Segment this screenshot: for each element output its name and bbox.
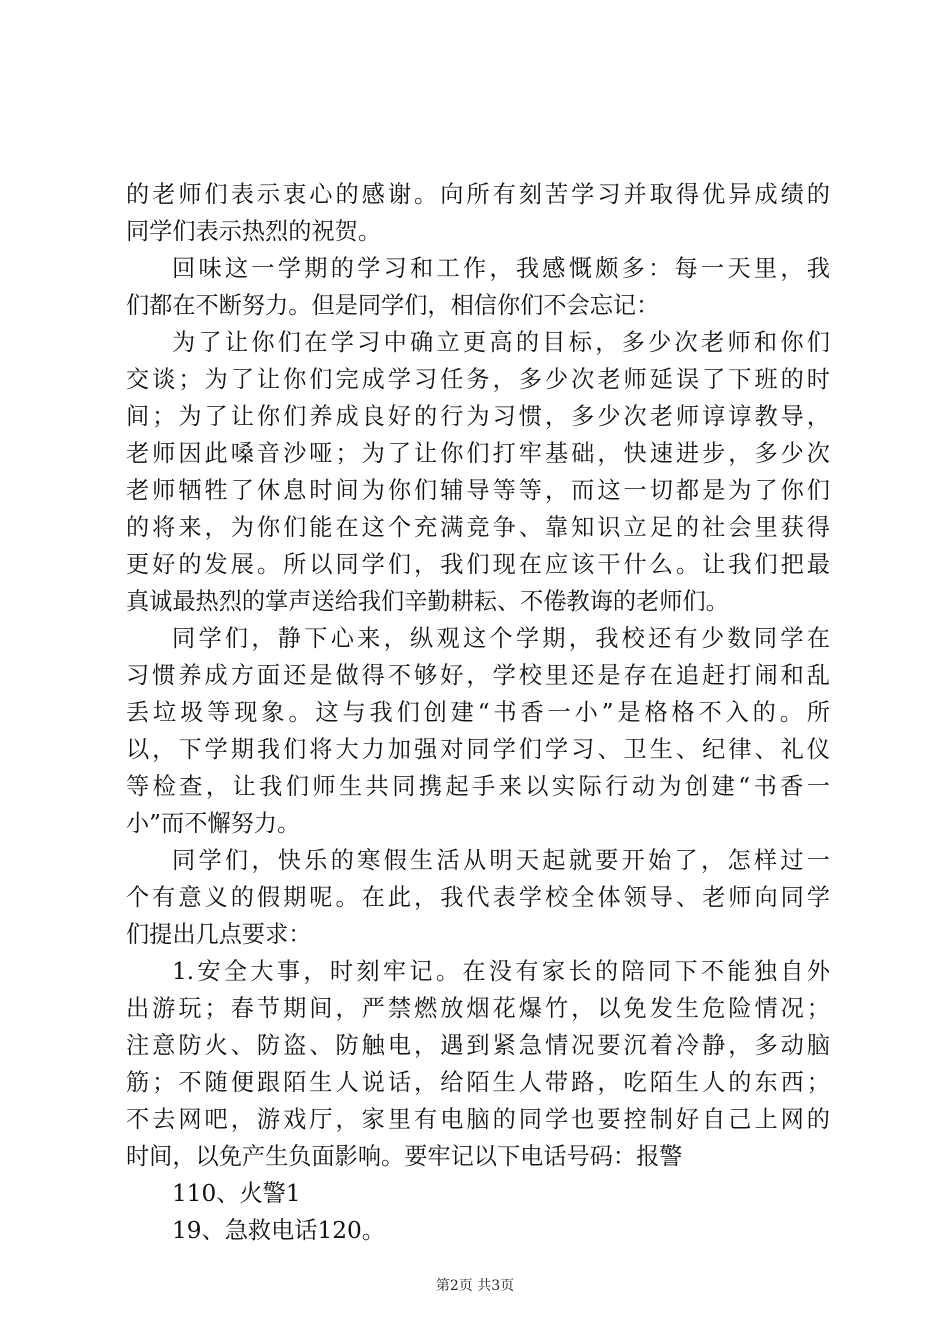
paragraph-line: 间；为了让你们养成良好的行为习惯，多少次老师谆谆教导， bbox=[126, 403, 830, 430]
paragraph-line: 丢垃圾等现象。这与我们创建“书香一小”是格格不入的。所 bbox=[126, 699, 830, 726]
list-item-line: 1.安全大事，时刻牢记。在没有家长的陪同下不能独自外 bbox=[172, 958, 830, 985]
paragraph-line: 同学们表示热烈的祝贺。 bbox=[126, 218, 382, 245]
paragraph-line: 更好的发展。所以同学们，我们现在应该干什么。让我们把最 bbox=[126, 551, 830, 578]
list-item-line: 时间，以免产生负面影响。要牢记以下电话号码：报警 bbox=[126, 1143, 683, 1170]
phone-line: 110、火警1 bbox=[172, 1180, 301, 1207]
list-item-line: 筋；不随便跟陌生人说话，给陌生人带路，吃陌生人的东西； bbox=[126, 1069, 830, 1096]
paragraph-line: 真诚最热烈的掌声送给我们辛勤耕耘、不倦教诲的老师们。 bbox=[126, 588, 729, 615]
paragraph-line: 为了让你们在学习中确立更高的目标，多少次老师和你们 bbox=[172, 329, 830, 356]
paragraph-line: 同学们，静下心来，纵观这个学期，我校还有少数同学在 bbox=[172, 625, 830, 652]
list-item-line: 注意防火、防盗、防触电，遇到紧急情况要沉着冷静，多动脑 bbox=[126, 1032, 830, 1059]
paragraph-line: 们都在不断努力。但是同学们，相信你们不会忘记： bbox=[126, 292, 660, 319]
paragraph-line: 们提出几点要求： bbox=[126, 921, 312, 948]
paragraph-line: 回味这一学期的学习和工作，我感慨颇多：每一天里，我 bbox=[172, 255, 830, 282]
paragraph-line: 交谈；为了让你们完成学习任务，多少次老师延误了下班的时 bbox=[126, 366, 830, 393]
paragraph-line: 个有意义的假期呢。在此，我代表学校全体领导、老师向同学 bbox=[126, 884, 830, 911]
list-item-line: 不去网吧，游戏厅，家里有电脑的同学也要控制好自己上网的 bbox=[126, 1106, 830, 1133]
paragraph-line: 老师牺牲了休息时间为你们辅导等等，而这一切都是为了你们 bbox=[126, 477, 830, 504]
paragraph-line: 以，下学期我们将大力加强对同学们学习、卫生、纪律、礼仪 bbox=[126, 736, 830, 763]
list-item-line: 出游玩；春节期间，严禁燃放烟花爆竹，以免发生危险情况； bbox=[126, 995, 830, 1022]
page-footer: 第2页 共3页 bbox=[435, 1278, 515, 1294]
paragraph-line: 的将来，为你们能在这个充满竞争、靠知识立足的社会里获得 bbox=[126, 514, 830, 541]
paragraph-line: 老师因此嗓音沙哑；为了让你们打牢基础，快速进步，多少次 bbox=[126, 440, 830, 467]
phone-line: 19、急救电话120。 bbox=[172, 1217, 385, 1244]
paragraph-line: 习惯养成方面还是做得不够好，学校里还是存在追赶打闹和乱 bbox=[126, 662, 830, 689]
paragraph-line: 的老师们表示衷心的感谢。向所有刻苦学习并取得优异成绩的 bbox=[126, 181, 830, 208]
paragraph-line: 等检查，让我们师生共同携起手来以实际行动为创建“书香一 bbox=[126, 773, 830, 800]
paragraph-line: 小”而不懈努力。 bbox=[126, 810, 301, 837]
paragraph-line: 同学们，快乐的寒假生活从明天起就要开始了，怎样过一 bbox=[172, 847, 830, 874]
